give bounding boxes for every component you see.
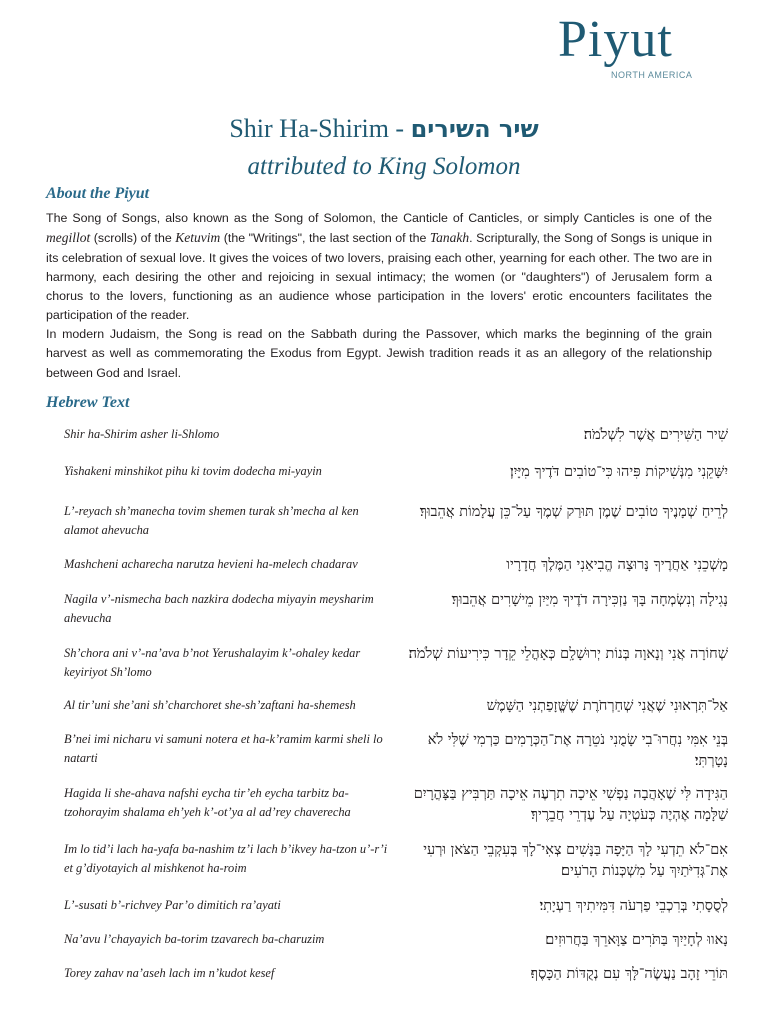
- verse-hebrew: נָגִילָה וְנִשְׂמְחָה בָּךְ נַזְכִּירָה דֹדֶיךָ מִיַּיִן מֵישָׁרִים אֲהֵבוּךָ׃: [451, 592, 728, 608]
- verse-transliteration: Na’avu l’chayayich ba-torim tzavarech ba-charuzim: [64, 932, 325, 946]
- verse-hebrew: לְסֻסָתִי בְּרִכְבֵי פַרְעֹה דִּמִּיתִיךְ רַעְיָתִי׃: [539, 898, 728, 914]
- verse-transliteration: Torey zahav na’aseh lach im n’kudot kesef: [64, 966, 275, 980]
- verse-transliteration: Nagila v’-nismecha bach nazkira dodecha miyayin meysharim ahevucha: [64, 592, 374, 625]
- verse-hebrew: שִׁיר הַשִּׁירִים אֲשֶׁר לִשְׁלֹמֹה׃: [583, 427, 728, 443]
- hebrew-text-heading: Hebrew Text: [46, 394, 130, 411]
- piyut-logo: [558, 10, 728, 80]
- verse-transliteration: Im lo tid’i lach ha-yafa ba-nashim tz’i lach b’ikvey ha-tzon u’-r’i et g’diyotayich al mishkenot ha-roim: [64, 842, 388, 875]
- verse-hebrew: אַל־תִּרְאוּנִי שֶׁאֲנִי שְׁחַרְחֹרֶת שֶׁשֱּׁזָפַתְנִי הַשָּׁמֶשׁ: [486, 698, 728, 714]
- title-hebrew: שיר השירים: [410, 115, 539, 143]
- page-title: [0, 112, 768, 146]
- verse-hebrew: יִשָּׁקֵנִי מִנְּשִׁיקוֹת פִּיהוּ כִּי־טוֹבִים דֹּדֶיךָ מִיָּיִן׃: [509, 464, 728, 480]
- verse-transliteration: L’-reyach sh’manecha tovim shemen turak sh’mecha al ken alamot ahevucha: [64, 504, 359, 537]
- about-paragraph-1: The Song of Songs, also known as the Song of Solomon, the Canticle of Canticles, or simply Canticles is one of the megillot (scrolls) of the Ketuvim (the "Writings", the last section of the Tanakh. Scripturally, the Song of Songs is unique in its celebration of sexual love. It gives the voices of two lovers, praising each other, yearning for each other. The two are in harmony, each desiring the other and rejoicing in sexual intimacy; the women (or "daughters") of Jerusalem form a chorus to the lovers, functioning as an audience whose participation in the lovers' erotic encounters facilitates the participation of the reader.: [46, 211, 712, 323]
- term-tanakh: Tanakh: [429, 230, 470, 246]
- verse-transliteration: Shir ha-Shirim asher li-Shlomo: [64, 427, 220, 441]
- page-subtitle: attributed to King Solomon: [247, 153, 521, 180]
- term-megillot: megillot: [46, 230, 91, 246]
- logo-subtitle: NORTH AMERICA: [611, 70, 693, 80]
- logo-wordmark: Piyut: [558, 11, 673, 68]
- verse-transliteration: Hagida li she-ahava nafshi eycha tir’eh eycha tarbitz ba-tzohorayim shalama eh’yeh k’-ot’ya al ad’rey chaverecha: [64, 786, 351, 819]
- title-english: Shir Ha-Shirim -: [229, 114, 411, 143]
- term-ketuvim: Ketuvim: [175, 230, 221, 246]
- verse-transliteration: Mashcheni acharecha narutza hevieni ha-melech chadarav: [64, 557, 358, 571]
- verse-hebrew: תּוֹרֵי זָהָב נַעֲשֶׂה־לָּךְ עִם נְקֻדּוֹת הַכָּסֶף׃: [530, 966, 728, 982]
- verse-hebrew: בְּנֵי אִמִּי נִחֲרוּ־בִי שָׂמֻנִי נֹטֵרָה אֶת־הַכְּרָמִים כַּרְמִי שֶׁלִּי לֹא נָטָרְתִּי׃: [427, 732, 728, 769]
- verse-transliteration: L’-susati b’-richvey Par’o dimitich ra’ayati: [64, 898, 281, 912]
- verse-hebrew: שְׁחוֹרָה אֲנִי וְנָאוָה בְּנוֹת יְרוּשָׁלָ͏ִם כְּאָהֳלֵי קֵדָר כִּירִיעוֹת שְׁלֹמֹה׃: [408, 646, 728, 662]
- verse-transliteration: Al tir’uni she’ani sh’charchoret she-sh’zaftani ha-shemesh: [64, 698, 356, 712]
- verse-hebrew: נָאווּ לְחָיַיִךְ בַּתֹּרִים צַוָּארֵךְ בַּחֲרוּזִים׃: [545, 932, 728, 948]
- verse-transliteration: B’nei imi nicharu vi samuni notera et ha-k’ramim karmi sheli lo natarti: [64, 732, 383, 765]
- verse-transliteration: Sh’chora ani v’-na’ava b’not Yerushalayim k’-ohaley kedar keyiriyot Sh’lomo: [64, 646, 361, 679]
- verse-hebrew: הַגִּידָה לִּי שֶׁאָהֲבָה נַפְשִׁי אֵיכָה תִרְעֶה אֵיכָה תַּרְבִּיץ בַּצָּהֳרָיִם שַׁלָּמָה אֶהְיֶה כְּעֹטְיָה עַל עֶדְרֵי חֲבֵרֶיךָ׃: [413, 786, 728, 823]
- verse-hebrew: מָשְׁכֵנִי אַחֲרֶיךָ נָּרוּצָה הֱבִיאַנִי הַמֶּלֶךְ חֲדָרָיו: [506, 557, 728, 573]
- verse-transliteration: Yishakeni minshikot pihu ki tovim dodecha mi-yayin: [64, 464, 322, 478]
- verse-hebrew: לְרֵיחַ שְׁמָנֶיךָ טוֹבִים שֶׁמֶן תּוּרַק שְׁמֶךָ עַל־כֵּן עֲלָמוֹת אֲהֵבוּךָ׃: [419, 504, 728, 520]
- about-heading: About the Piyut: [46, 185, 150, 202]
- about-paragraph-2: In modern Judaism, the Song is read on the Sabbath during the Passover, which marks the beginning of the grain harvest as well as commemorating the Exodus from Egypt. Jewish tradition reads it as an allegory of the relationship between God and Israel.: [46, 327, 712, 380]
- verse-hebrew: אִם־לֹא תֵדְעִי לָךְ הַיָּפָה בַּנָּשִׁים צְאִי־לָךְ בְּעִקְבֵי הַצֹּאן וּרְעִי אֶת־גְּדִיֹּתַיִךְ עַל מִשְׁכְּנוֹת הָרֹעִים׃: [423, 842, 728, 879]
